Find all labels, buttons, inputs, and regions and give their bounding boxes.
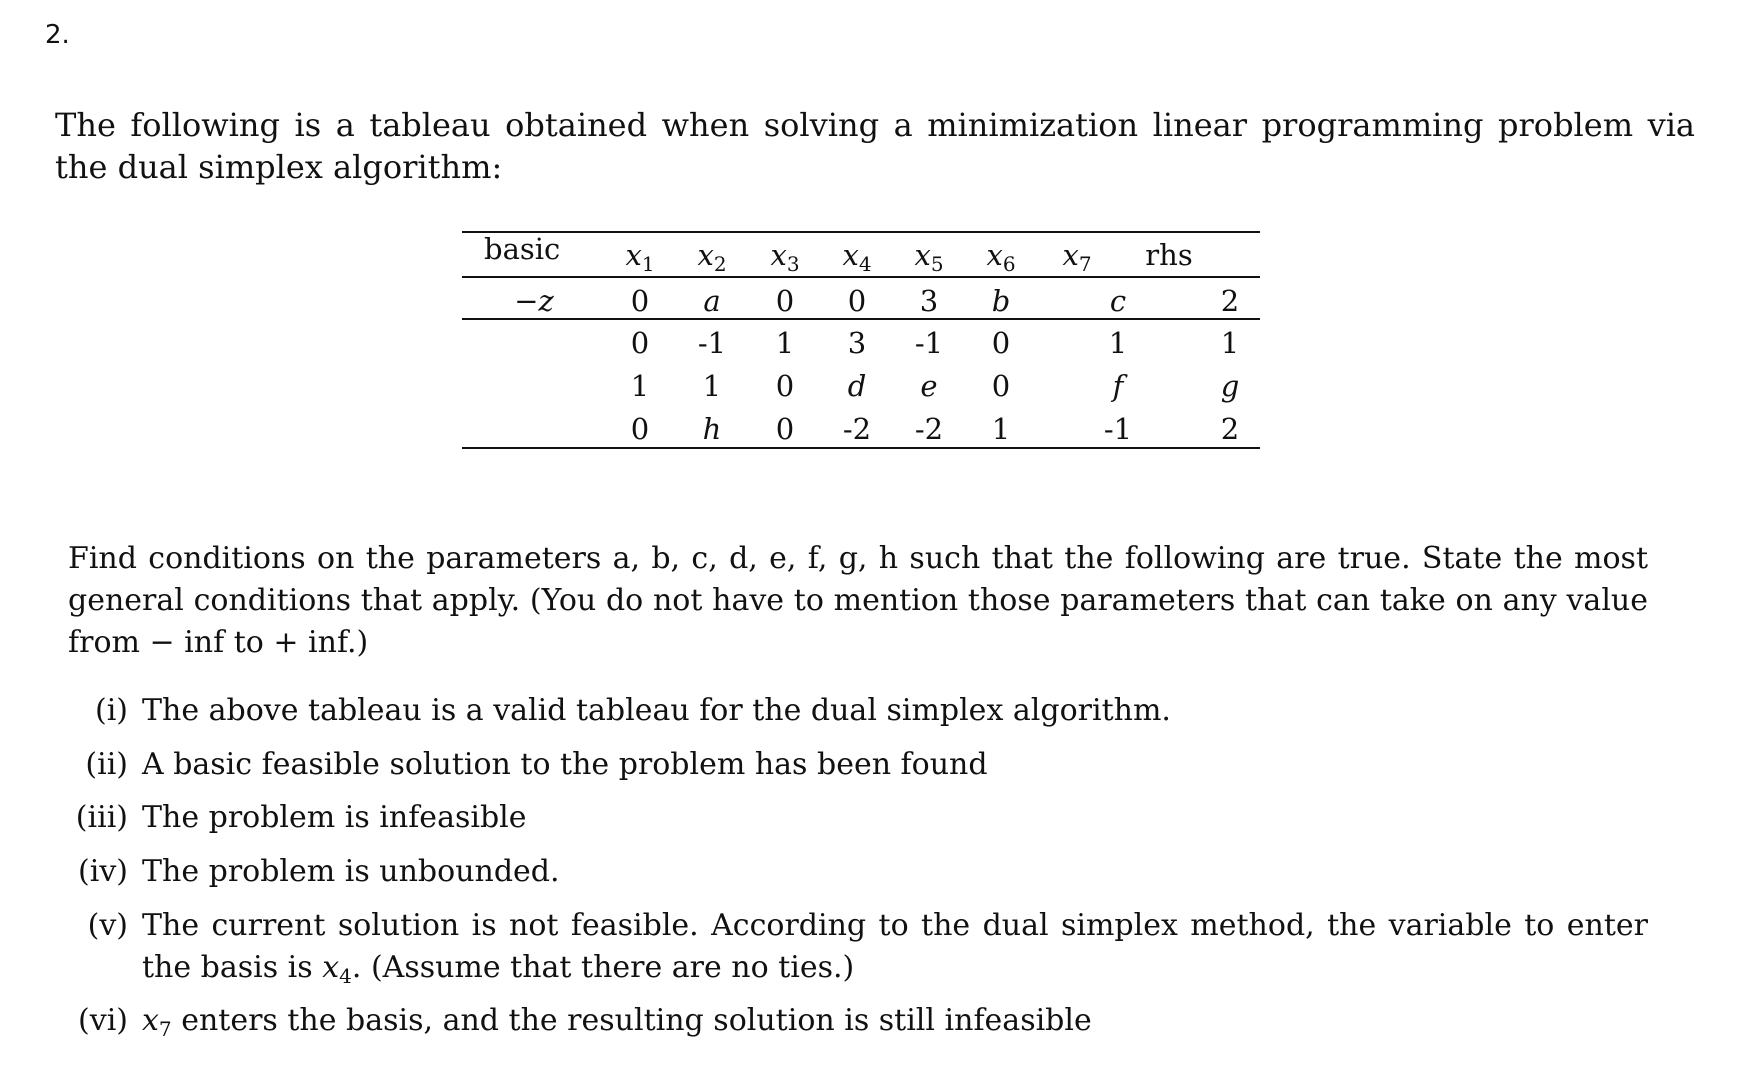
tableau-cell: 1	[702, 369, 722, 403]
tableau-cell: 2	[1220, 284, 1240, 318]
tableau-cell: 0	[630, 284, 650, 318]
tableau-cell: 0	[991, 326, 1011, 360]
tableau-cell: -1	[1103, 412, 1133, 446]
question-part-text: The problem is infeasible	[142, 800, 527, 835]
question-part-label: (i)	[94, 693, 128, 728]
tableau-cell: -2	[842, 412, 872, 446]
tableau-cell: b	[991, 284, 1011, 318]
tableau-cell: 0	[991, 369, 1011, 403]
tableau-cell: 0	[775, 284, 795, 318]
tableau-cell: -1	[914, 326, 944, 360]
tableau-z-label: −z	[514, 284, 554, 318]
intro-paragraph: The following is a tableau obtained when solving a minimization linear programming problem via the dual simplex algorithm:	[55, 106, 1695, 186]
tableau-cell: e	[920, 369, 938, 403]
tableau-cell: 1	[1220, 326, 1240, 360]
question-number: 2.	[45, 20, 70, 50]
tableau-cell: d	[847, 369, 867, 403]
tableau-header-x7: $x_7$	[1062, 238, 1092, 276]
tableau-cell: 1	[630, 369, 650, 403]
tableau-cell: g	[1220, 369, 1240, 403]
question-part-text: A basic feasible solution to the problem has been found	[142, 747, 988, 782]
question-part-label: (iii)	[75, 800, 128, 835]
tableau-header-x1: $x_1$	[625, 238, 655, 276]
tableau-cell: a	[703, 284, 721, 318]
tableau-bottom-rule	[462, 447, 1260, 449]
tableau-cell: 0	[847, 284, 867, 318]
tableau-header-basic: basic	[484, 232, 561, 266]
simplex-tableau	[462, 231, 1260, 451]
tableau-cell: 1	[1108, 326, 1128, 360]
tableau-cell: -1	[697, 326, 727, 360]
instructions-paragraph: Find conditions on the parameters a, b, c, d, e, f, g, h such that the following are true. State the most general conditions that apply. (You do not have to mention those parameters that can take on any value from − inf to + inf.)	[68, 541, 1648, 660]
question-part-label: (v)	[87, 908, 128, 943]
question-part-text: $x_7$ enters the basis, and the resulting solution is still infeasible	[142, 1003, 1092, 1041]
tableau-cell: 3	[919, 284, 939, 318]
tableau-cell: 0	[775, 412, 795, 446]
question-part-text: The above tableau is a valid tableau for the dual simplex algorithm.	[142, 693, 1171, 728]
tableau-cell: -2	[914, 412, 944, 446]
tableau-header-x5: $x_5$	[914, 238, 944, 276]
tableau-header-x4: $x_4$	[842, 238, 872, 276]
tableau-cell: 3	[847, 326, 867, 360]
tableau-cell: 1	[775, 326, 795, 360]
tableau-cell: 0	[630, 326, 650, 360]
tableau-cell: 0	[775, 369, 795, 403]
question-part-text: The problem is unbounded.	[142, 854, 560, 889]
question-part-text: The current solution is not feasible. According to the dual simplex method, the variable to enter the basis is $x_4$. (Assume that there are no ties.)	[142, 908, 1648, 988]
tableau-cell: 0	[630, 412, 650, 446]
tableau-cell: 1	[991, 412, 1011, 446]
tableau-cell: 2	[1220, 412, 1240, 446]
tableau-cell: c	[1109, 284, 1127, 318]
tableau-cell: f	[1112, 369, 1124, 403]
question-part-label: (ii)	[85, 747, 128, 782]
question-part-label: (iv)	[78, 854, 128, 889]
tableau-top-rule	[462, 231, 1260, 233]
question-part-label: (vi)	[78, 1003, 128, 1038]
tableau-header-x2: $x_2$	[697, 238, 727, 276]
tableau-header-x3: $x_3$	[770, 238, 800, 276]
tableau-cell: h	[702, 412, 722, 446]
tableau-header-x6: $x_6$	[986, 238, 1016, 276]
tableau-header-rhs: rhs	[1145, 238, 1193, 272]
